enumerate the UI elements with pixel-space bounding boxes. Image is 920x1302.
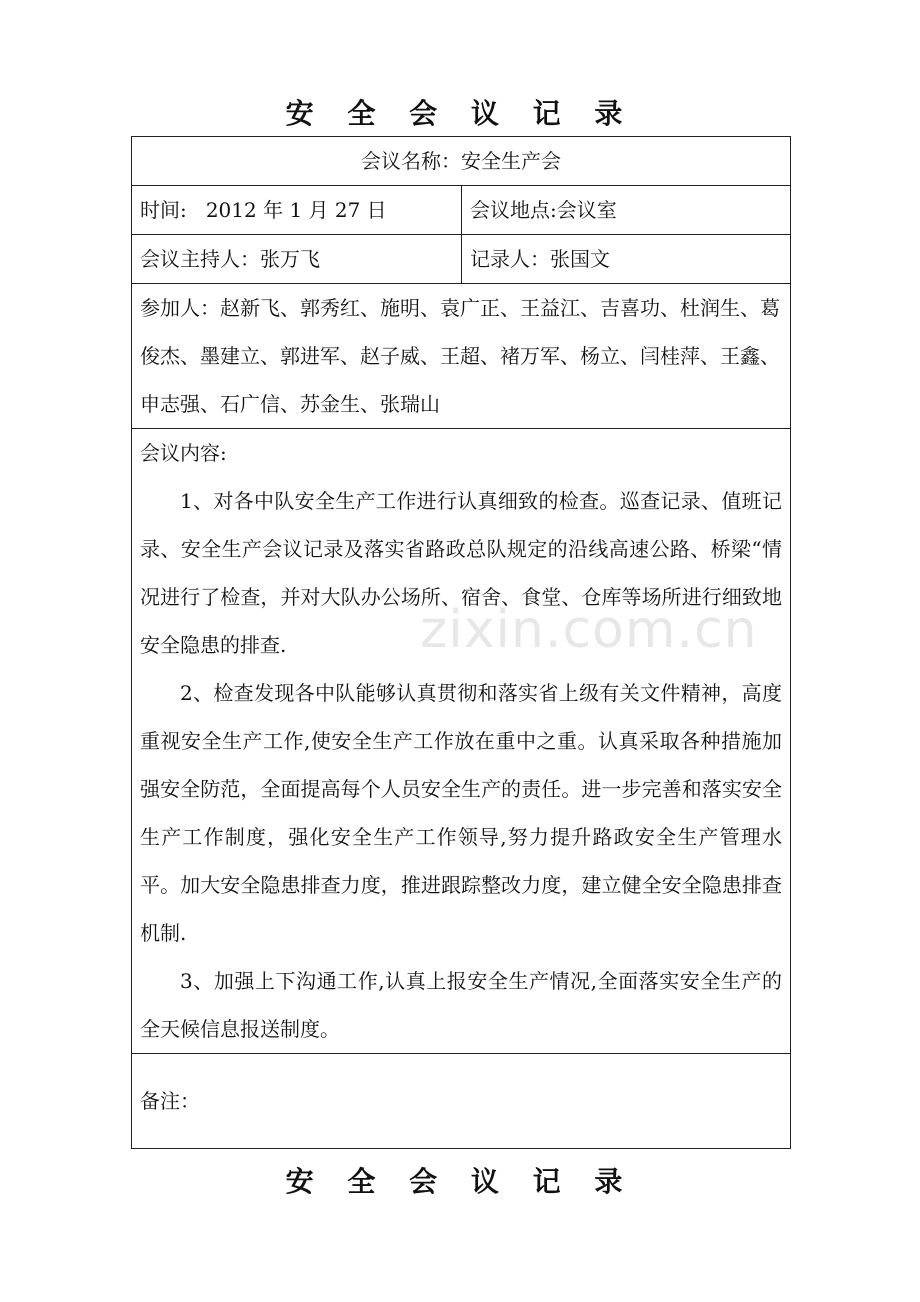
remarks-row xyxy=(132,1054,791,1149)
meeting-name-cell xyxy=(132,137,791,186)
meeting-host-cell xyxy=(132,235,462,284)
remarks-label: 备注： xyxy=(140,1089,200,1113)
meeting-time-cell xyxy=(132,186,462,235)
meeting-name-label: 会议名称： xyxy=(361,149,461,173)
content-paragraph-3: 3、加强上下沟通工作,认真上报安全生产情况,全面落实安全生产的全天候信息报送制度。 xyxy=(140,969,782,1041)
content-paragraph-1: 1、对各中队安全生产工作进行认真细致的检查。巡查记录、值班记录、安全生产会议记录及落实省路政总队规定的沿线高速公路、桥梁“情况进行了检查，并对大队办公场所、宿舍、食堂、仓库等场所进行细致地安全隐患的排查. xyxy=(140,489,782,657)
participants-label: 参加人： xyxy=(140,296,220,320)
meeting-time-value: 2012 年 1 月 27 日 xyxy=(205,198,387,222)
content-cell xyxy=(132,429,791,1054)
meeting-location-label: 会议地点: xyxy=(470,198,557,222)
time-location-row xyxy=(132,186,791,235)
meeting-name-row xyxy=(132,137,791,186)
meeting-recorder-cell xyxy=(462,235,791,284)
content-paragraph-2: 2、检查发现各中队能够认真贯彻和落实省上级有关文件精神，高度重视安全生产工作,使安全生产工作放在重中之重。认真采取各种措施加强安全防范，全面提高每个人员安全生产的责任。进一步完善和落实安全生产工作制度，强化安全生产工作领导,努力提升路政安全生产管理水平。加大安全隐患排查力度，推进跟踪整改力度，建立健全安全隐患排查机制. xyxy=(140,681,782,945)
meeting-location-cell xyxy=(462,186,791,235)
content-label: 会议内容: xyxy=(140,441,227,465)
document-title-repeat: 安 全 会 议 记 录 xyxy=(285,1165,635,1198)
participants-row xyxy=(132,284,791,429)
meeting-host-label: 会议主持人： xyxy=(140,247,260,271)
remarks-cell xyxy=(132,1054,791,1149)
participants-value: 赵新飞、郭秀红、施明、袁广正、王益江、吉喜功、杜润生、葛俊杰、墨建立、郭进军、赵子威、王超、褚万军、杨立、闫桂萍、王鑫、申志强、石广信、苏金生、张瑞山 xyxy=(140,296,780,416)
meeting-record-table xyxy=(131,136,791,1149)
meeting-recorder-value: 张国文 xyxy=(550,247,610,271)
watermark: zixin.com.cn xyxy=(420,600,758,660)
meeting-time-label: 时间: xyxy=(140,198,187,222)
participants-cell xyxy=(132,284,791,429)
meeting-location-value: 会议室 xyxy=(556,198,617,222)
meeting-host-value: 张万飞 xyxy=(260,247,320,271)
host-recorder-row xyxy=(132,235,791,284)
meeting-name-value: 安全生产会 xyxy=(461,149,561,173)
document-title: 安 全 会 议 记 录 xyxy=(285,97,635,130)
content-row xyxy=(132,429,791,1054)
meeting-recorder-label: 记录人： xyxy=(470,247,550,271)
